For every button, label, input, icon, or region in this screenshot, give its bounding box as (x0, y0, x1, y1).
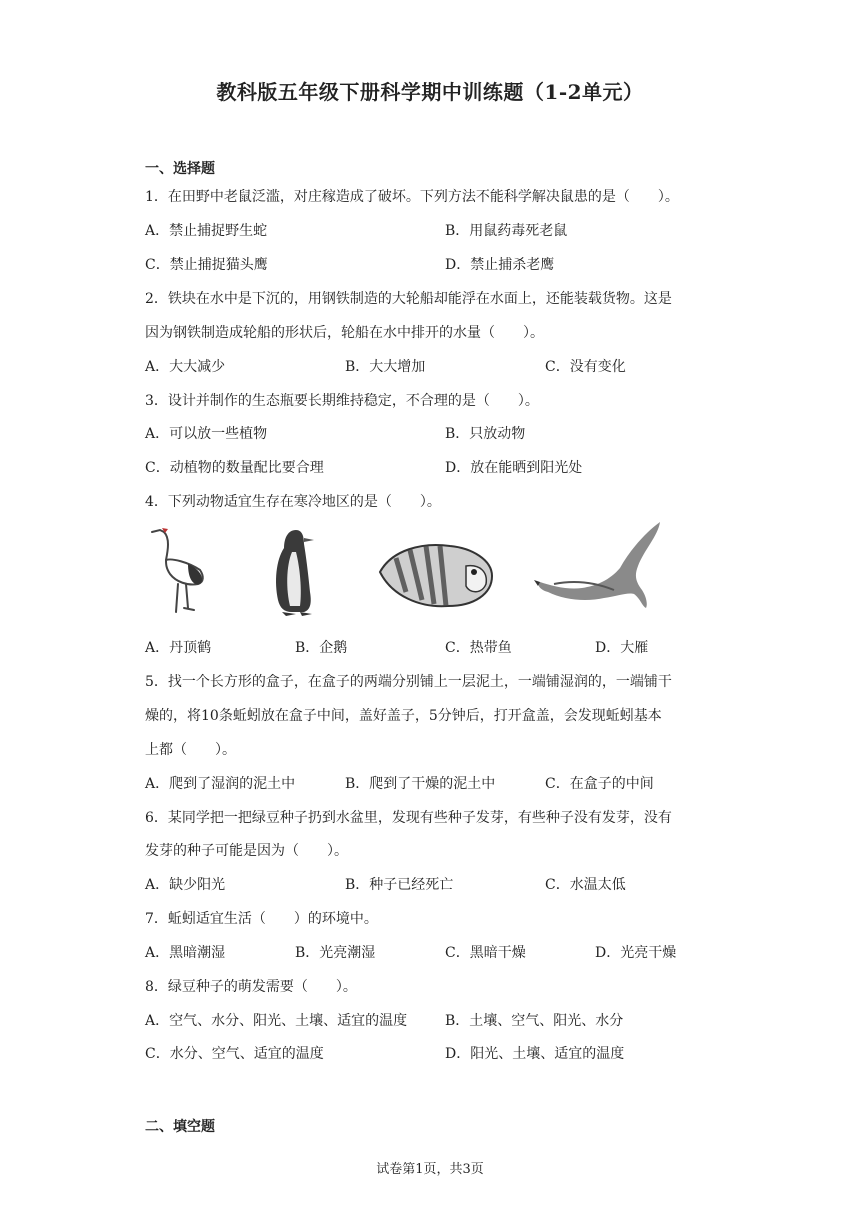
page-title: 教科版五年级下册科学期中训练题（1-2单元） (216, 80, 644, 104)
q7-option-b: B．光亮潮湿 (295, 945, 376, 961)
q1-option-d: D．禁止捕杀老鹰 (445, 257, 555, 273)
question-6-text-line1: 6．某同学把一把绿豆种子扔到水盆里，发现有些种子发芽，有些种子没有发芽，没有 (145, 810, 672, 826)
q2-option-a: A．大大减少 (145, 359, 226, 375)
q4-option-a: A．丹顶鹤 (145, 640, 212, 656)
q2-option-c: C．没有变化 (545, 359, 626, 375)
q5-option-a: A．爬到了湿润的泥土中 (145, 776, 296, 792)
q5-option-c: C．在盒子的中间 (545, 776, 654, 792)
page-footer: 试卷第1页，共3页 (376, 1162, 484, 1177)
section-heading-fill: 二、填空题 (145, 1119, 215, 1135)
question-3-text: 3．设计并制作的生态瓶要长期维持稳定，不合理的是（ ）。 (145, 393, 539, 409)
q3-option-d: D．放在能晒到阳光处 (445, 460, 583, 476)
tropical-fish-image (376, 536, 498, 612)
q8-option-b: B．土壤、空气、阳光、水分 (445, 1013, 624, 1029)
q7-option-d: D．光亮干燥 (595, 945, 677, 961)
question-2-text-line2: 因为钢铁制造成轮船的形状后，轮船在水中排开的水量（ ）。 (145, 325, 544, 341)
q3-option-c: C．动植物的数量配比要合理 (145, 460, 324, 476)
q5-option-b: B．爬到了干燥的泥土中 (345, 776, 496, 792)
q4-option-b: B．企鹅 (295, 640, 348, 656)
q8-option-a: A．空气、水分、阳光、土壤、适宜的温度 (145, 1013, 408, 1029)
wild-goose-image (534, 520, 666, 612)
q7-option-a: A．黑暗潮湿 (145, 945, 226, 961)
question-5-text-line2: 燥的，将10条蚯蚓放在盒子中间，盖好盖子，5分钟后，打开盒盖，会发现蚯蚓基本 (145, 708, 662, 724)
q6-option-c: C．水温太低 (545, 877, 626, 893)
question-5-text-line1: 5．找一个长方形的盒子，在盒子的两端分别铺上一层泥土，一端铺湿润的，一端铺干 (145, 674, 672, 690)
q1-option-b: B．用鼠药毒死老鼠 (445, 223, 568, 239)
q6-option-b: B．种子已经死亡 (345, 877, 454, 893)
question-8-text: 8．绿豆种子的萌发需要（ ）。 (145, 979, 357, 995)
q1-option-c: C．禁止捕捉猫头鹰 (145, 257, 268, 273)
question-2-text-line1: 2．铁块在水中是下沉的，用钢铁制造的大轮船却能浮在水面上，还能装载货物。这是 (145, 291, 672, 307)
q6-option-a: A．缺少阳光 (145, 877, 226, 893)
q4-option-d: D．大雁 (595, 640, 649, 656)
q2-option-b: B．大大增加 (345, 359, 426, 375)
q8-option-d: D．阳光、土壤、适宜的温度 (445, 1046, 625, 1062)
crane-image (148, 524, 210, 616)
q8-option-c: C．水分、空气、适宜的温度 (145, 1046, 324, 1062)
q3-option-a: A．可以放一些植物 (145, 426, 268, 442)
q7-option-c: C．黑暗干燥 (445, 945, 526, 961)
question-5-text-line3: 上都（ ）。 (145, 742, 236, 758)
q4-option-c: C．热带鱼 (445, 640, 512, 656)
q3-option-b: B．只放动物 (445, 426, 526, 442)
penguin-image (266, 526, 324, 618)
question-4-text: 4．下列动物适宜生存在寒冷地区的是（ ）。 (145, 494, 441, 510)
q1-option-a: A．禁止捕捉野生蛇 (145, 223, 268, 239)
question-6-text-line2: 发芽的种子可能是因为（ ）。 (145, 843, 348, 859)
section-heading-choice: 一、选择题 (145, 161, 215, 177)
question-7-text: 7．蚯蚓适宜生活（ ）的环境中。 (145, 911, 378, 927)
question-1-text: 1．在田野中老鼠泛滥，对庄稼造成了破坏。下列方法不能科学解决鼠患的是（ ）。 (145, 189, 679, 205)
